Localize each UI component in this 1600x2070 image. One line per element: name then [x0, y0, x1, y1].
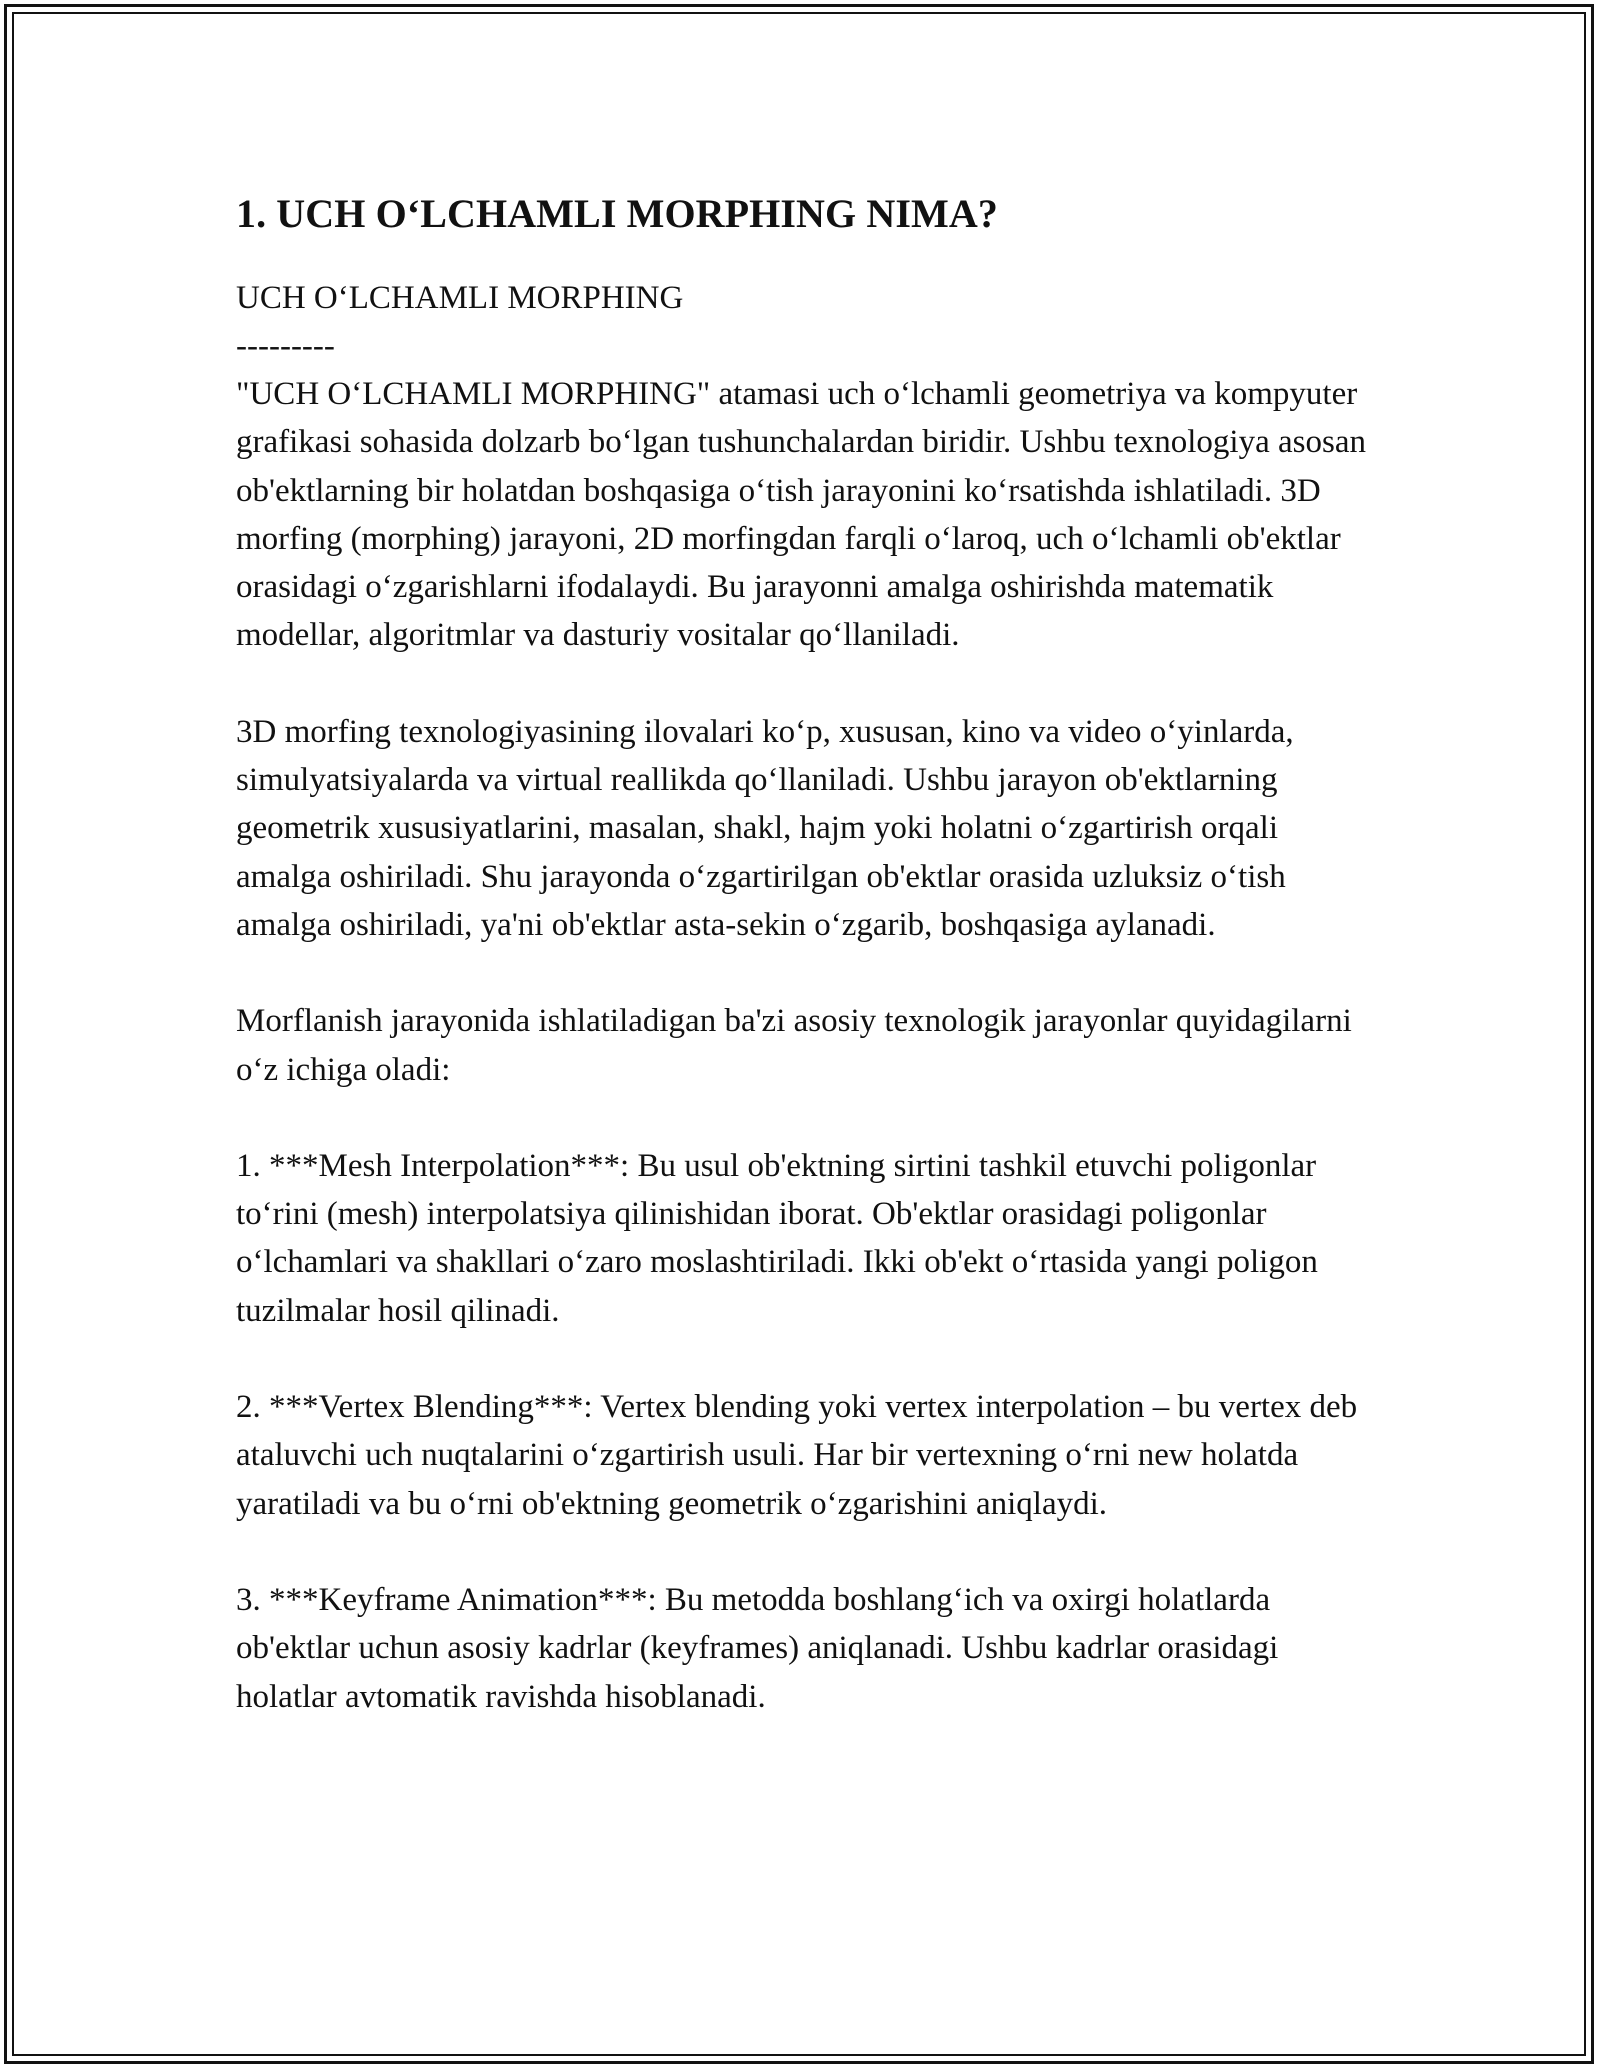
document-subtitle: UCH O‘LCHAMLI MORPHING: [236, 280, 684, 316]
paragraph-technologies-intro: Morflanish jarayonida ishlatiladigan ba'zi asosiy texnologik jarayonlar quyidagilarni o‘z ichiga oladi:: [236, 1003, 1352, 1088]
paragraph-keyframe-animation: 3. ***Keyframe Animation***: Bu metodda boshlang‘ich va oxirgi holatlarda ob'ektlar uchun asosiy kadrlar (keyframes) aniqlanadi. Ushbu kadrlar orasidagi holatlar avtomatik ravishda hisoblanadi.: [236, 1581, 1279, 1715]
text-divider: ---------: [236, 328, 335, 364]
paragraph-mesh-interpolation: 1. ***Mesh Interpolation***: Bu usul ob'ektning sirtini tashkil etuvchi poligonlar to‘rini (mesh) interpolatsiya qilinishidan iborat. Ob'ektlar orasidagi poligonlar o‘lchamlari va shakllari o‘zaro moslashtiriladi. Ikki ob'ekt o‘rtasida yangi poligon tuzilmalar hosil qilinadi.: [236, 1147, 1318, 1329]
document-body: [236, 188, 1366, 1769]
document-heading: 1. UCH O‘LCHAMLI MORPHING NIMA?: [236, 191, 998, 236]
paragraph-intro: "UCH O‘LCHAMLI MORPHING" atamasi uch o‘lchamli geometriya va kompyuter grafikasi sohasida dolzarb bo‘lgan tushunchalardan biridir. Ushbu texnologiya asosan ob'ektlarning bir holatdan boshqasiga o‘tish jarayonini ko‘rsatishda ishlatiladi. 3D morfing (morphing) jarayoni, 2D morfingdan farqli o‘laroq, uch o‘lchamli ob'ektlar orasidagi o‘zgarishlarni ifodalaydi. Bu jarayonni amalga oshirishda matematik modellar, algoritmlar va dasturiy vositalar qo‘llaniladi.: [236, 376, 1366, 654]
paragraph-vertex-blending: 2. ***Vertex Blending***: Vertex blending yoki vertex interpolation – bu vertex deb ataluvchi uch nuqtalarini o‘zgartirish usuli. Har bir vertexning o‘rni new holatda yaratiladi va bu o‘rni ob'ektning geometrik o‘zgarishini aniqlaydi.: [236, 1389, 1358, 1522]
paragraph-applications: 3D morfing texnologiyasining ilovalari ko‘p, xususan, kino va video o‘yinlarda, simulyatsiyalarda va virtual reallikda qo‘llaniladi. Ushbu jarayon ob'ektlarning geometrik xususiyatlarini, masalan, shakl, hajm yoki holatni o‘zgartirish orqali amalga oshiriladi. Shu jarayonda o‘zgartirilgan ob'ektlar orasida uzluksiz o‘tish amalga oshiriladi, ya'ni ob'ektlar asta-sekin o‘zgarib, boshqasiga aylanadi.: [236, 713, 1294, 943]
